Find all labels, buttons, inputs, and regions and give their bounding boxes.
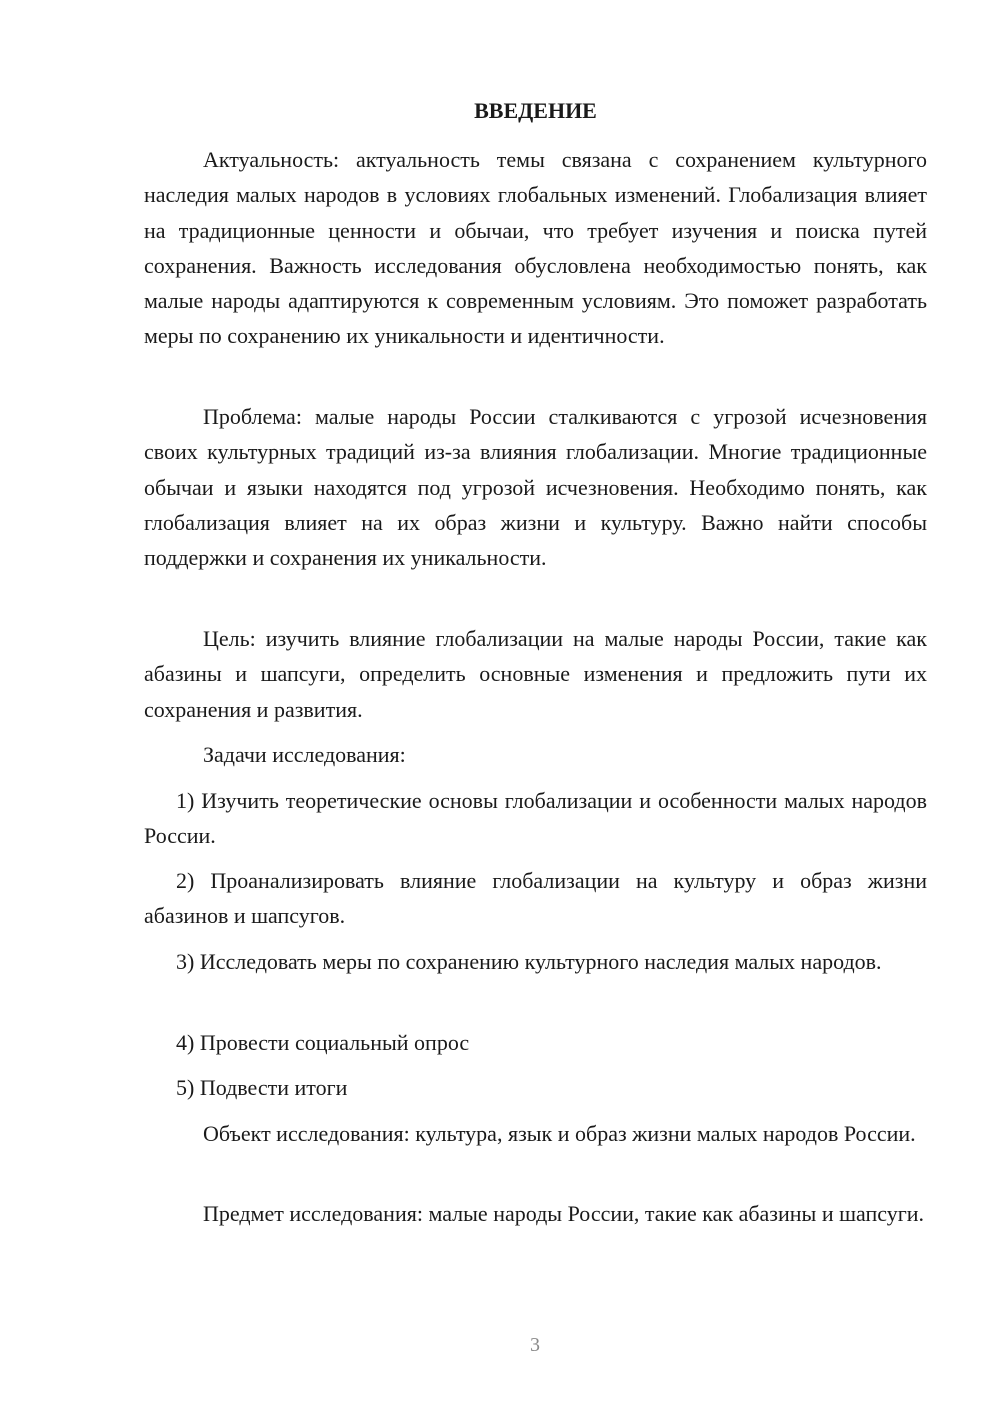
page-number: 3: [530, 1334, 540, 1356]
problem-paragraph: Проблема: малые народы России сталкиваются с угрозой исчезновения своих культурных традиций из-за влияния глобализации. Многие традиционные обычаи и языки находятся под угрозой исчезновения. Необходимо понять, как глобализация влияет на их образ жизни и культуру. Важно найти способы поддержки и сохранения их уникальности.: [144, 404, 927, 571]
goal-paragraph: Цель: изучить влияние глобализации на малые народы России, такие как абазины и шапсуги, определить основные изменения и предложить пути их сохранения и развития.: [144, 626, 927, 722]
page-title: ВВЕДЕНИЕ: [474, 98, 597, 123]
task-item-1: 1) Изучить теоретические основы глобализации и особенности малых народов России.: [144, 788, 927, 849]
subject-paragraph: Предмет исследования: малые народы России, такие как абазины и шапсуги.: [203, 1201, 925, 1226]
object-paragraph: Объект исследования: культура, язык и образ жизни малых народов России.: [203, 1121, 916, 1146]
relevance-paragraph: Актуальность: актуальность темы связана с сохранением культурного наследия малых народов в условиях глобальных изменений. Глобализация влияет на традиционные ценности и обычаи, что требует изучения и поиска путей сохранения. Важность исследования обусловлена необходимостью понять, как малые народы адаптируются к современным условиям. Это поможет разработать меры по сохранению их уникальности и идентичности.: [144, 147, 927, 349]
task-item-2: 2) Проанализировать влияние глобализации на культуру и образ жизни абазинов и шапсугов.: [144, 868, 927, 929]
tasks-heading: Задачи исследования:: [203, 742, 406, 767]
task-item-3: 3) Исследовать меры по сохранению культурного наследия малых народов.: [176, 949, 882, 974]
task-item-4: 4) Провести социальный опрос: [176, 1030, 470, 1055]
task-item-5: 5) Подвести итоги: [176, 1075, 348, 1100]
